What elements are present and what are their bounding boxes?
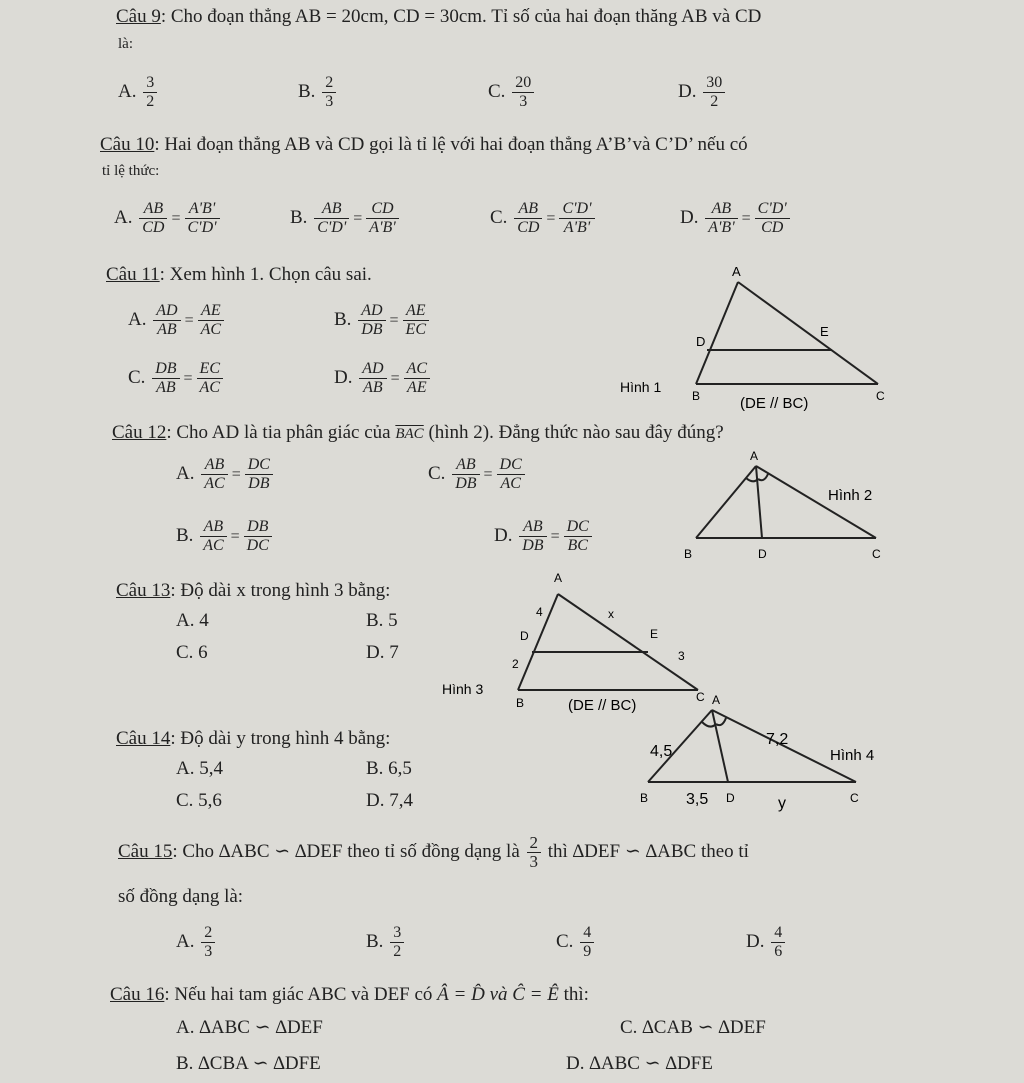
q14-label: Câu 14 — [116, 728, 171, 749]
q13-option-b[interactable]: B. 5 — [366, 610, 398, 631]
q15-ratio-den: 3 — [529, 852, 538, 871]
q10-option-a[interactable]: A. $\frac{AB}{CD}$ = $\frac{A'B'}{C'D'}$ — [114, 200, 222, 237]
fig4-angle-mark-2 — [716, 718, 726, 725]
q9-option-c[interactable]: C. $\frac{20}{3}$ — [488, 74, 536, 111]
q11-option-c[interactable]: C. $\frac{DB}{AB}$ = $\frac{EC}{AC}$ — [128, 360, 225, 397]
fig4-label-b: B — [640, 791, 649, 805]
fig3-label-c: C — [696, 690, 705, 704]
q16-option-c[interactable]: C. ∆CAB ∽ ∆DEF — [620, 1017, 766, 1038]
fig1-label-b: B — [692, 389, 701, 403]
fig1-caption: Hình 1 — [620, 379, 662, 395]
fig3-caption: Hình 3 — [442, 681, 484, 697]
q14-option-d[interactable]: D. 7,4 — [366, 790, 413, 811]
q14-option-c[interactable]: C. 5,6 — [176, 790, 222, 811]
q14-option-b[interactable]: B. 6,5 — [366, 758, 412, 779]
q13-label: Câu 13 — [116, 580, 171, 601]
q9-option-b[interactable]: B. $\frac{2}{3}$ — [298, 74, 338, 111]
q11-option-d[interactable]: D. $\frac{AD}{AB}$ = $\frac{AC}{AE}$ — [334, 360, 432, 397]
fig3-label-e: E — [650, 627, 659, 641]
q13-option-d[interactable]: D. 7 — [366, 642, 399, 663]
q15-stem-line2: số đồng dạng là: — [118, 886, 244, 907]
q9-stem: Câu 9: Cho đoạn thẳng AB = 20cm, CD = 30cm. Tỉ số của hai đoạn thăng AB và CD — [116, 6, 762, 27]
q12-option-d[interactable]: D. $\frac{AB}{DB}$ = $\frac{DC}{BC}$ — [494, 518, 594, 555]
fig4-length-bd: 3,5 — [686, 791, 709, 808]
q11-option-b[interactable]: B. $\frac{AD}{DB}$ = $\frac{AE}{EC}$ — [334, 302, 431, 339]
q13-stem: Câu 13: Độ dài x trong hình 3 bằng: — [116, 580, 391, 601]
q15-option-c[interactable]: C. $\frac{4}{9}$ — [556, 924, 596, 961]
q12-option-c[interactable]: C. $\frac{AB}{DB}$ = $\frac{DC}{AC}$ — [428, 456, 527, 493]
fig1-label-e: E — [820, 324, 829, 339]
q12-option-a[interactable]: A. $\frac{AB}{AC}$ = $\frac{DC}{DB}$ — [176, 456, 275, 493]
fig4-label-c: C — [850, 791, 859, 805]
q16-option-a[interactable]: A. ∆ABC ∽ ∆DEF — [176, 1017, 323, 1038]
q10-option-c[interactable]: C. $\frac{AB}{CD}$ = $\frac{C'D'}{A'B'}$ — [490, 200, 597, 237]
q10-stem-line2: tỉ lệ thức: — [102, 163, 160, 179]
q11-stem: Câu 11: Xem hình 1. Chọn câu sai. — [106, 264, 372, 285]
q11-option-a[interactable]: A. $\frac{AD}{AB}$ = $\frac{AE}{AC}$ — [128, 302, 226, 339]
fig2-caption: Hình 2 — [828, 487, 873, 504]
q9-option-d[interactable]: D. $\frac{30}{2}$ — [678, 74, 727, 111]
q15-ratio-num: 2 — [527, 834, 542, 853]
q11-label: Câu 11 — [106, 264, 160, 285]
q16-label: Câu 16 — [110, 984, 165, 1005]
q10-label: Câu 10 — [100, 134, 155, 155]
fig3-label-b: B — [516, 696, 525, 710]
fig3-label-d: D — [520, 629, 529, 643]
figure-1 — [610, 262, 900, 412]
q15-option-b[interactable]: B. $\frac{3}{2}$ — [366, 924, 406, 961]
fig3-length-ad: 4 — [536, 605, 543, 619]
fig4-length-dc: y — [778, 795, 786, 812]
q12-angle: $\overline{BAC}$ — [395, 426, 424, 442]
fig4-length-ac: 7,2 — [766, 731, 789, 748]
q15-option-a[interactable]: A. $\frac{2}{3}$ — [176, 924, 217, 961]
q13-option-c[interactable]: C. 6 — [176, 642, 208, 663]
q12-option-b[interactable]: B. $\frac{AB}{AC}$ = $\frac{DB}{DC}$ — [176, 518, 274, 555]
figure-4 — [630, 692, 890, 814]
fig4-length-ab: 4,5 — [650, 743, 673, 760]
q9-option-a[interactable]: A. $\frac{3}{2}$ — [118, 74, 159, 111]
q10-option-d[interactable]: D. $\frac{AB}{A'B'}$ = $\frac{C'D'}{CD}$ — [680, 200, 792, 237]
fig2-label-c: C — [872, 547, 881, 561]
fig3-length-ec: 3 — [678, 649, 685, 663]
q12-stem: Câu 12: Cho AD là tia phân giác của $\overline{BAC}$ (hình 2). Đẳng thức nào sau đây đúng? — [112, 422, 724, 443]
fig3-label-a: A — [554, 571, 563, 585]
fig2-side-ab — [696, 466, 756, 538]
q10-stem: Câu 10: Hai đoạn thẳng AB và CD gọi là tỉ lệ với hai đoạn thẳng A’B’và C’D’ nếu có — [100, 134, 748, 155]
fig4-caption: Hình 4 — [830, 747, 875, 764]
fig2-angle-mark-2 — [758, 474, 768, 480]
fig3-length-db: 2 — [512, 657, 519, 671]
q16-stem: Câu 16: Nếu hai tam giác ABC và DEF có Â = D̂ và Ĉ = Ê thì: — [110, 984, 589, 1005]
figure-2 — [676, 446, 896, 568]
q16-condition: Â = D̂ và Ĉ = Ê — [437, 984, 559, 1005]
fig3-note: (DE // BC) — [568, 697, 637, 714]
fig1-label-c: C — [876, 389, 885, 403]
fig2-label-a: A — [750, 449, 759, 463]
fig3-length-ae: x — [608, 607, 614, 621]
q14-stem: Câu 14: Độ dài y trong hình 4 bằng: — [116, 728, 391, 749]
fig1-label-d: D — [696, 334, 706, 349]
q15-stem: Câu 15: Cho ∆ABC ∽ ∆DEF theo tỉ số đồng dạng là $\frac{2}{3}$ thì ∆DEF ∽ ∆ABC theo tỉ — [118, 833, 749, 871]
q14-option-a[interactable]: A. 5,4 — [176, 758, 223, 779]
fig2-bisector-ad — [756, 466, 762, 538]
fig2-label-b: B — [684, 547, 693, 561]
fig1-note: (DE // BC) — [740, 395, 809, 412]
fig1-label-a: A — [732, 264, 741, 279]
fig2-label-d: D — [758, 547, 767, 561]
q9-label: Câu 9 — [116, 6, 161, 27]
q15-label: Câu 15 — [118, 840, 173, 862]
q12-label: Câu 12 — [112, 422, 167, 443]
q9-stem-line2: là: — [118, 36, 133, 52]
fig1-side-ab — [696, 282, 738, 384]
q16-option-b[interactable]: B. ∆CBA ∽ ∆DFE — [176, 1053, 321, 1074]
q15-option-d[interactable]: D. $\frac{4}{6}$ — [746, 924, 787, 961]
fig1-side-ac — [738, 282, 878, 384]
q13-option-a[interactable]: A. 4 — [176, 610, 209, 631]
q16-option-d[interactable]: D. ∆ABC ∽ ∆DFE — [566, 1053, 713, 1074]
fig3-side-ac — [558, 594, 698, 690]
fig4-label-a: A — [712, 693, 721, 707]
q10-option-b[interactable]: B. $\frac{AB}{C'D'}$ = $\frac{CD}{A'B'}$ — [290, 200, 401, 237]
fig4-label-d: D — [726, 791, 735, 805]
